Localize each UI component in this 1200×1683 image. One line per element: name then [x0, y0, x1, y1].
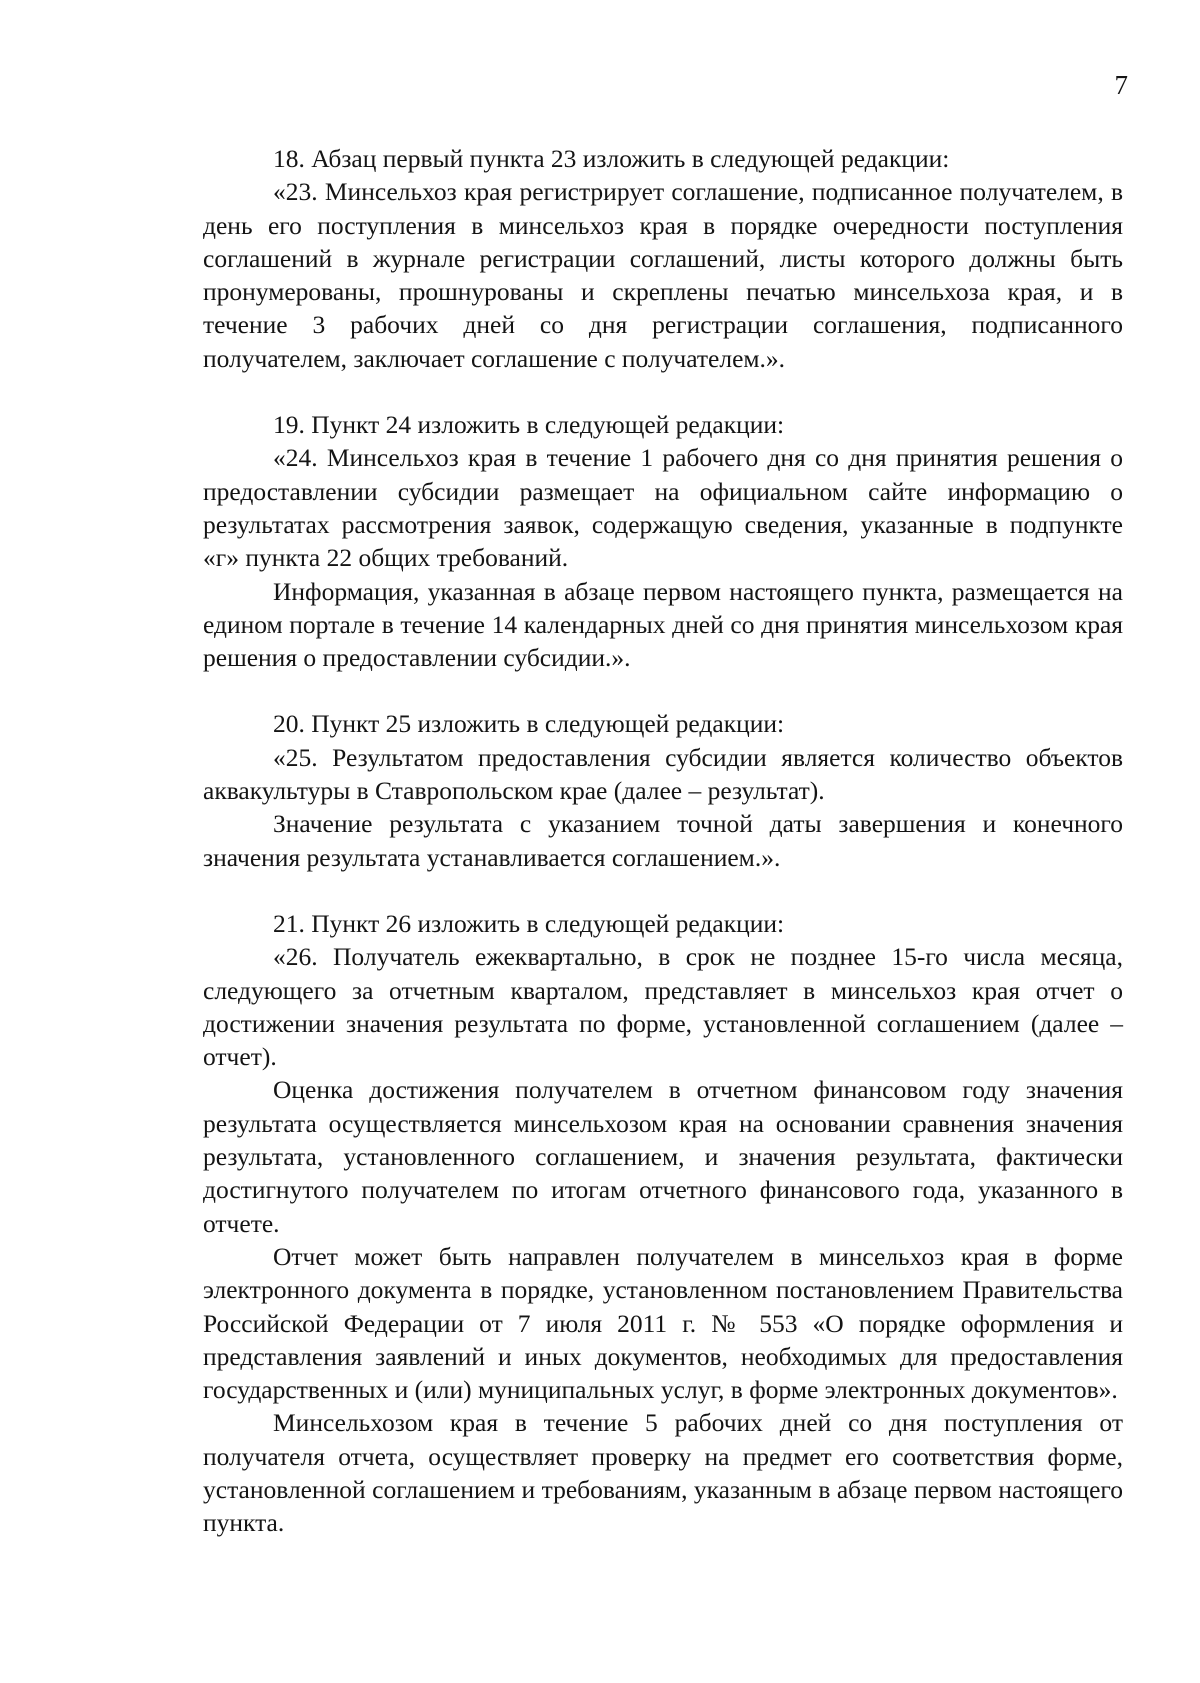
section-heading: 18. Абзац первый пункта 23 изложить в следующей редакции:: [273, 144, 950, 173]
paragraph: «23. Минсельхоз края регистрирует соглашение, подписанное получателем, в день его поступления в минсельхоз края в порядке очередности поступления соглашений в журнале регистрации соглашений, листы которого должны быть пронумерованы, прошнурованы и скреплены печатью минсельхоза края, и в течение 3 рабочих дней со дня регистрации соглашения, подписанного получателем, заключает соглашение с получателем.».: [203, 177, 1123, 373]
section-heading: 19. Пункт 24 изложить в следующей редакции:: [273, 410, 785, 440]
document-body: [203, 142, 1123, 1540]
paragraph: Информация, указанная в абзаце первом настоящего пункта, размещается на едином портале в течение 14 календарных дней со дня принятия минсельхозом края решения о предоставлении субсидии.».: [203, 576, 1123, 673]
section-20: [203, 707, 1123, 873]
paragraph: «24. Минсельхоз края в течение 1 рабочего дня со дня принятия решения о предоставлении субсидии размещает на официальном сайте информацию о результатах рассмотрения заявок, содержащую сведения, указанные в подпункте «г» пункта 22 общих требований.: [203, 443, 1123, 573]
paragraph: Минсельхозом края в течение 5 рабочих дней со дня поступления от получателя отчета, осуществляет проверку на предмет его соответствия форме, установленной соглашением и требованиям, указанным в абзаце первом настоящего пункта.: [203, 1408, 1123, 1538]
section-19: [203, 408, 1123, 674]
section-18: [203, 142, 1123, 375]
paragraph: «25. Результатом предоставления субсидии является количество объектов аквакультуры в Ставропольском крае (далее – результат).: [203, 742, 1123, 806]
paragraph: «26. Получатель ежеквартально, в срок не позднее 15-го числа месяца, следующего за отчетным кварталом, представляет в минсельхоз края отчет о достижении значения результата по форме, установленной соглашением (далее – отчет).: [203, 942, 1123, 1072]
section-heading: 21. Пункт 26 изложить в следующей редакции:: [273, 908, 785, 938]
section-heading: 20. Пункт 25 изложить в следующей редакции:: [273, 709, 785, 739]
paragraph: Оценка достижения получателем в отчетном финансовом году значения результата осуществляется минсельхозом края на основании сравнения значения результата, установленного соглашением, и значения результата, фактически достигнутого получателем по итогам отчетного финансового года, указанного в отчете.: [203, 1075, 1123, 1238]
section-21: [203, 907, 1123, 1540]
paragraph: Значение результата с указанием точной даты завершения и конечного значения результата устанавливается соглашением.».: [203, 809, 1123, 872]
page-number: 7: [1114, 70, 1128, 100]
paragraph: Отчет может быть направлен получателем в минсельхоз края в форме электронного документа в порядке, установленном постановлением Правительства Российской Федерации от 7 июля 2011 г. № 553 «О порядке оформления и представления заявлений и иных документов, необходимых для предоставления государственных и (или) муниципальных услуг, в форме электронных документов».: [203, 1241, 1123, 1405]
